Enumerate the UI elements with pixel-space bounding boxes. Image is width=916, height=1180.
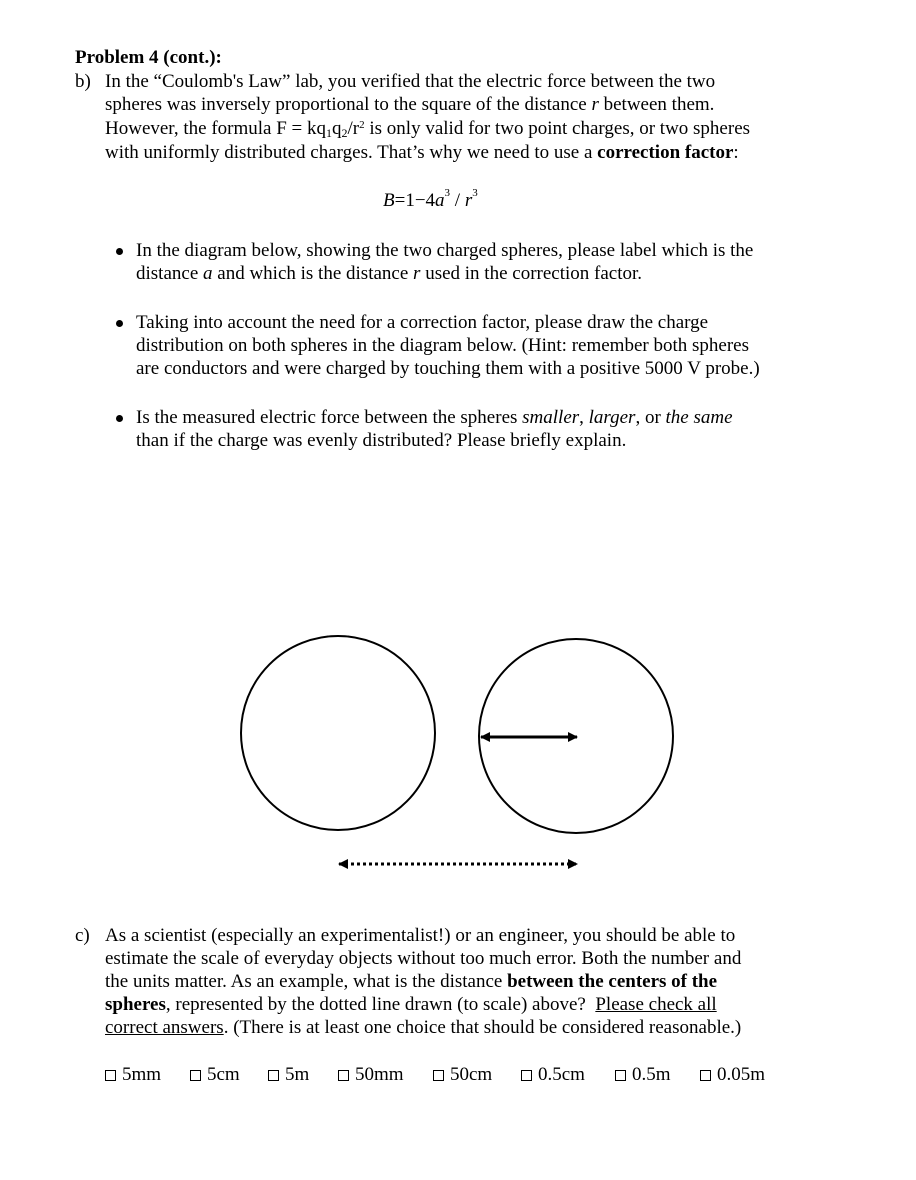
checkbox-icon[interactable]: [700, 1070, 711, 1081]
text: ,: [579, 407, 589, 428]
checkbox-icon[interactable]: [190, 1070, 201, 1081]
part-c-line-3: [105, 970, 717, 993]
text: with uniformly distributed charges. That’s why we need to use a: [105, 142, 598, 163]
text: the units matter. As an example, what is the distance: [105, 971, 508, 992]
choice-0.05m[interactable]: [700, 1064, 765, 1086]
choice-label: 50mm: [355, 1064, 404, 1085]
italic-text: the same: [665, 407, 733, 428]
bold-text: spheres: [105, 994, 166, 1015]
choice-0.5m[interactable]: [615, 1064, 671, 1086]
bullet-2-line-2: distribution on both spheres in the diagram below. (Hint: remember both spheres: [136, 335, 749, 356]
part-c-line-4: [105, 993, 717, 1016]
text: distance: [136, 263, 204, 284]
text: /r: [347, 118, 360, 139]
italic-text: smaller: [522, 407, 580, 428]
subscript: 2: [341, 126, 348, 140]
choice-label: 0.05m: [717, 1064, 766, 1085]
text: . (There is at least one choice that should be considered reasonable.): [223, 1017, 742, 1038]
checkbox-icon[interactable]: [433, 1070, 444, 1081]
choice-0.5cm[interactable]: [521, 1064, 585, 1086]
text: spheres was inversely proportional to the square of the distance: [105, 94, 592, 115]
bullet-3-line-2: than if the charge was evenly distributed? Please briefly explain.: [136, 430, 627, 451]
var-a: a: [203, 263, 213, 284]
text: between them.: [598, 94, 715, 115]
bold-text: correction factor: [597, 142, 734, 163]
var-r: r: [413, 263, 421, 284]
superscript: 3: [444, 187, 451, 199]
bullet-2-line-3: are conductors and were charged by touching them with a positive 5000 V probe.): [136, 358, 760, 379]
part-c-line-2: estimate the scale of everyday objects without too much error. Both the number and: [105, 948, 742, 969]
part-c-line-1: As a scientist (especially an experimentalist!) or an engineer, you should be able to: [105, 925, 736, 946]
superscript: 3: [472, 187, 478, 199]
minus: −: [414, 190, 426, 211]
underlined-text: Please check all: [595, 994, 717, 1015]
choice-label: 50cm: [450, 1064, 493, 1085]
text: , or: [635, 407, 666, 428]
text: 4: [425, 190, 436, 211]
checkbox-icon[interactable]: [521, 1070, 532, 1081]
checkbox-icon[interactable]: [268, 1070, 279, 1081]
choice-label: 0.5m: [632, 1064, 671, 1085]
text: However, the formula F = kq: [105, 118, 327, 139]
choice-5cm[interactable]: [190, 1064, 240, 1086]
var-r: r: [464, 190, 473, 211]
choice-label: 5mm: [122, 1064, 162, 1085]
var-B: B: [383, 190, 395, 211]
italic-text: larger: [588, 407, 636, 428]
choice-5m[interactable]: [268, 1064, 309, 1086]
choice-50mm[interactable]: [338, 1064, 404, 1086]
text: 1: [405, 190, 415, 211]
choice-label: 5m: [285, 1064, 310, 1085]
superscript: 2: [359, 119, 365, 131]
part-c-label: c): [75, 925, 90, 946]
part-b-line-1: In the “Coulomb's Law” lab, you verified that the electric force between the two: [105, 71, 716, 92]
underlined-text: correct answers: [105, 1017, 224, 1038]
text: and which is the distance: [212, 263, 414, 284]
var-a: a: [435, 190, 445, 211]
text: used in the correction factor.: [420, 263, 643, 284]
text: :: [733, 142, 739, 163]
equals: =: [394, 190, 406, 211]
choice-50cm[interactable]: [433, 1064, 492, 1086]
problem-title: Problem 4 (cont.):: [75, 47, 222, 68]
part-c-line-5: [105, 1016, 741, 1039]
text: , represented by the dotted line drawn (to scale) above?: [165, 994, 596, 1015]
text: is only valid for two point charges, or two spheres: [364, 118, 751, 139]
slash: /: [450, 190, 465, 211]
left-sphere: [241, 636, 435, 830]
choice-5mm[interactable]: [105, 1064, 161, 1086]
checkbox-icon[interactable]: [615, 1070, 626, 1081]
bullet-2-line-1: Taking into account the need for a correction factor, please draw the charge: [136, 312, 709, 333]
subscript: 1: [326, 126, 333, 140]
var-r: r: [591, 94, 599, 115]
bold-text: between the centers of the: [507, 971, 718, 992]
part-b-label: b): [75, 71, 91, 92]
choice-label: 5cm: [207, 1064, 240, 1085]
choice-label: 0.5cm: [538, 1064, 585, 1085]
text: Is the measured electric force between the spheres: [136, 407, 523, 428]
text: q: [332, 118, 342, 139]
checkbox-icon[interactable]: [338, 1070, 349, 1081]
checkbox-icon[interactable]: [105, 1070, 116, 1081]
bullet-1-line-1: In the diagram below, showing the two charged spheres, please label which is the: [136, 240, 754, 261]
